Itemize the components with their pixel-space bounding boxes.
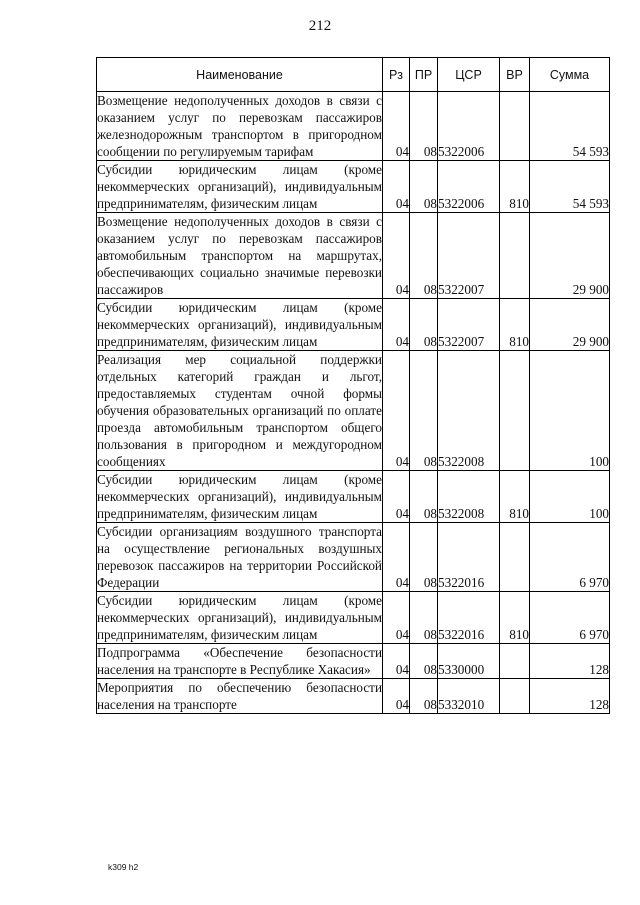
footer-code: k309 h2 bbox=[108, 862, 139, 872]
row-pr: 08 bbox=[410, 644, 438, 679]
row-name: Субсидии юридическим лицам (кроме некоммерческих организаций), индивидуальным предпринимателям, физическим лицам bbox=[97, 472, 382, 521]
row-csr: 5322007 bbox=[438, 213, 500, 299]
row-sum: 29 900 bbox=[530, 213, 610, 299]
row-csr: 5322007 bbox=[438, 299, 500, 351]
row-csr: 5322016 bbox=[438, 523, 500, 592]
row-sum: 128 bbox=[530, 644, 610, 679]
row-csr: 5330000 bbox=[438, 644, 500, 679]
row-rz: 04 bbox=[383, 161, 410, 213]
row-csr: 5322016 bbox=[438, 592, 500, 644]
table-row bbox=[97, 679, 610, 714]
table-row bbox=[97, 644, 610, 679]
header-sum: Сумма bbox=[530, 58, 610, 92]
row-name: Субсидии организациям воздушного транспорта на осуществление региональных воздушных перевозок пассажиров на территории Российской Федерации bbox=[97, 524, 382, 590]
row-sum: 54 593 bbox=[530, 92, 610, 161]
row-name: Подпрограмма «Обеспечение безопасности населения на транспорте в Республике Хакасия» bbox=[97, 645, 382, 677]
row-name: Реализация мер социальной поддержки отдельных категорий граждан и льгот, предоставляемых студентам очной формы обучения образовательных организаций по оплате проезда автомобильным транспортом общего пользования в пригородном и междугородном сообщениях bbox=[97, 352, 382, 469]
row-name: Субсидии юридическим лицам (кроме некоммерческих организаций), индивидуальным предпринимателям, физическим лицам bbox=[97, 300, 382, 349]
page-number: 212 bbox=[308, 18, 332, 34]
row-csr: 5322008 bbox=[438, 351, 500, 471]
row-sum: 54 593 bbox=[530, 161, 610, 213]
row-rz: 04 bbox=[383, 92, 410, 161]
row-name: Субсидии юридическим лицам (кроме некоммерческих организаций), индивидуальным предпринимателям, физическим лицам bbox=[97, 162, 382, 211]
row-vr bbox=[500, 523, 530, 592]
table-row bbox=[97, 92, 610, 161]
table-row bbox=[97, 592, 610, 644]
budget-table bbox=[96, 57, 610, 714]
row-sum: 100 bbox=[530, 471, 610, 523]
row-vr: 810 bbox=[500, 471, 530, 523]
header-pr: ПР bbox=[410, 58, 438, 92]
row-sum: 128 bbox=[530, 679, 610, 714]
row-vr bbox=[500, 213, 530, 299]
row-pr: 08 bbox=[410, 299, 438, 351]
row-name: Мероприятия по обеспечению безопасности населения на транспорте bbox=[97, 680, 382, 712]
header-csr: ЦСР bbox=[438, 58, 500, 92]
row-name: Субсидии юридическим лицам (кроме некоммерческих организаций), индивидуальным предпринимателям, физическим лицам bbox=[97, 593, 382, 642]
table-row bbox=[97, 351, 610, 471]
row-pr: 08 bbox=[410, 213, 438, 299]
row-rz: 04 bbox=[383, 471, 410, 523]
row-rz: 04 bbox=[383, 523, 410, 592]
row-name: Возмещение недополученных доходов в связи с оказанием услуг по перевозкам пассажиров автомобильным транспортом на маршрутах, обеспечивающих социально значимые перевозки пассажиров bbox=[97, 214, 382, 297]
header-vr: ВР bbox=[500, 58, 530, 92]
row-vr bbox=[500, 351, 530, 471]
row-pr: 08 bbox=[410, 679, 438, 714]
row-vr: 810 bbox=[500, 161, 530, 213]
row-sum: 29 900 bbox=[530, 299, 610, 351]
row-rz: 04 bbox=[383, 299, 410, 351]
table-row bbox=[97, 161, 610, 213]
row-name: Возмещение недополученных доходов в связи с оказанием услуг по перевозкам пассажиров железнодорожным транспортом в пригородном сообщении по регулируемым тарифам bbox=[97, 93, 382, 159]
row-vr bbox=[500, 679, 530, 714]
row-csr: 5322006 bbox=[438, 92, 500, 161]
row-pr: 08 bbox=[410, 592, 438, 644]
row-sum: 100 bbox=[530, 351, 610, 471]
row-sum: 6 970 bbox=[530, 592, 610, 644]
row-vr: 810 bbox=[500, 592, 530, 644]
row-rz: 04 bbox=[383, 592, 410, 644]
row-pr: 08 bbox=[410, 161, 438, 213]
row-csr: 5322008 bbox=[438, 471, 500, 523]
row-pr: 08 bbox=[410, 471, 438, 523]
table-header-row bbox=[97, 58, 610, 92]
row-pr: 08 bbox=[410, 351, 438, 471]
row-pr: 08 bbox=[410, 523, 438, 592]
table-row bbox=[97, 213, 610, 299]
row-vr bbox=[500, 644, 530, 679]
row-pr: 08 bbox=[410, 92, 438, 161]
row-csr: 5332010 bbox=[438, 679, 500, 714]
row-csr: 5322006 bbox=[438, 161, 500, 213]
header-rz: Рз bbox=[383, 58, 410, 92]
table-row bbox=[97, 299, 610, 351]
row-rz: 04 bbox=[383, 351, 410, 471]
row-rz: 04 bbox=[383, 644, 410, 679]
row-rz: 04 bbox=[383, 213, 410, 299]
row-vr bbox=[500, 92, 530, 161]
header-name: Наименование bbox=[97, 58, 383, 92]
row-vr: 810 bbox=[500, 299, 530, 351]
table-row bbox=[97, 523, 610, 592]
row-sum: 6 970 bbox=[530, 523, 610, 592]
table-row bbox=[97, 471, 610, 523]
row-rz: 04 bbox=[383, 679, 410, 714]
